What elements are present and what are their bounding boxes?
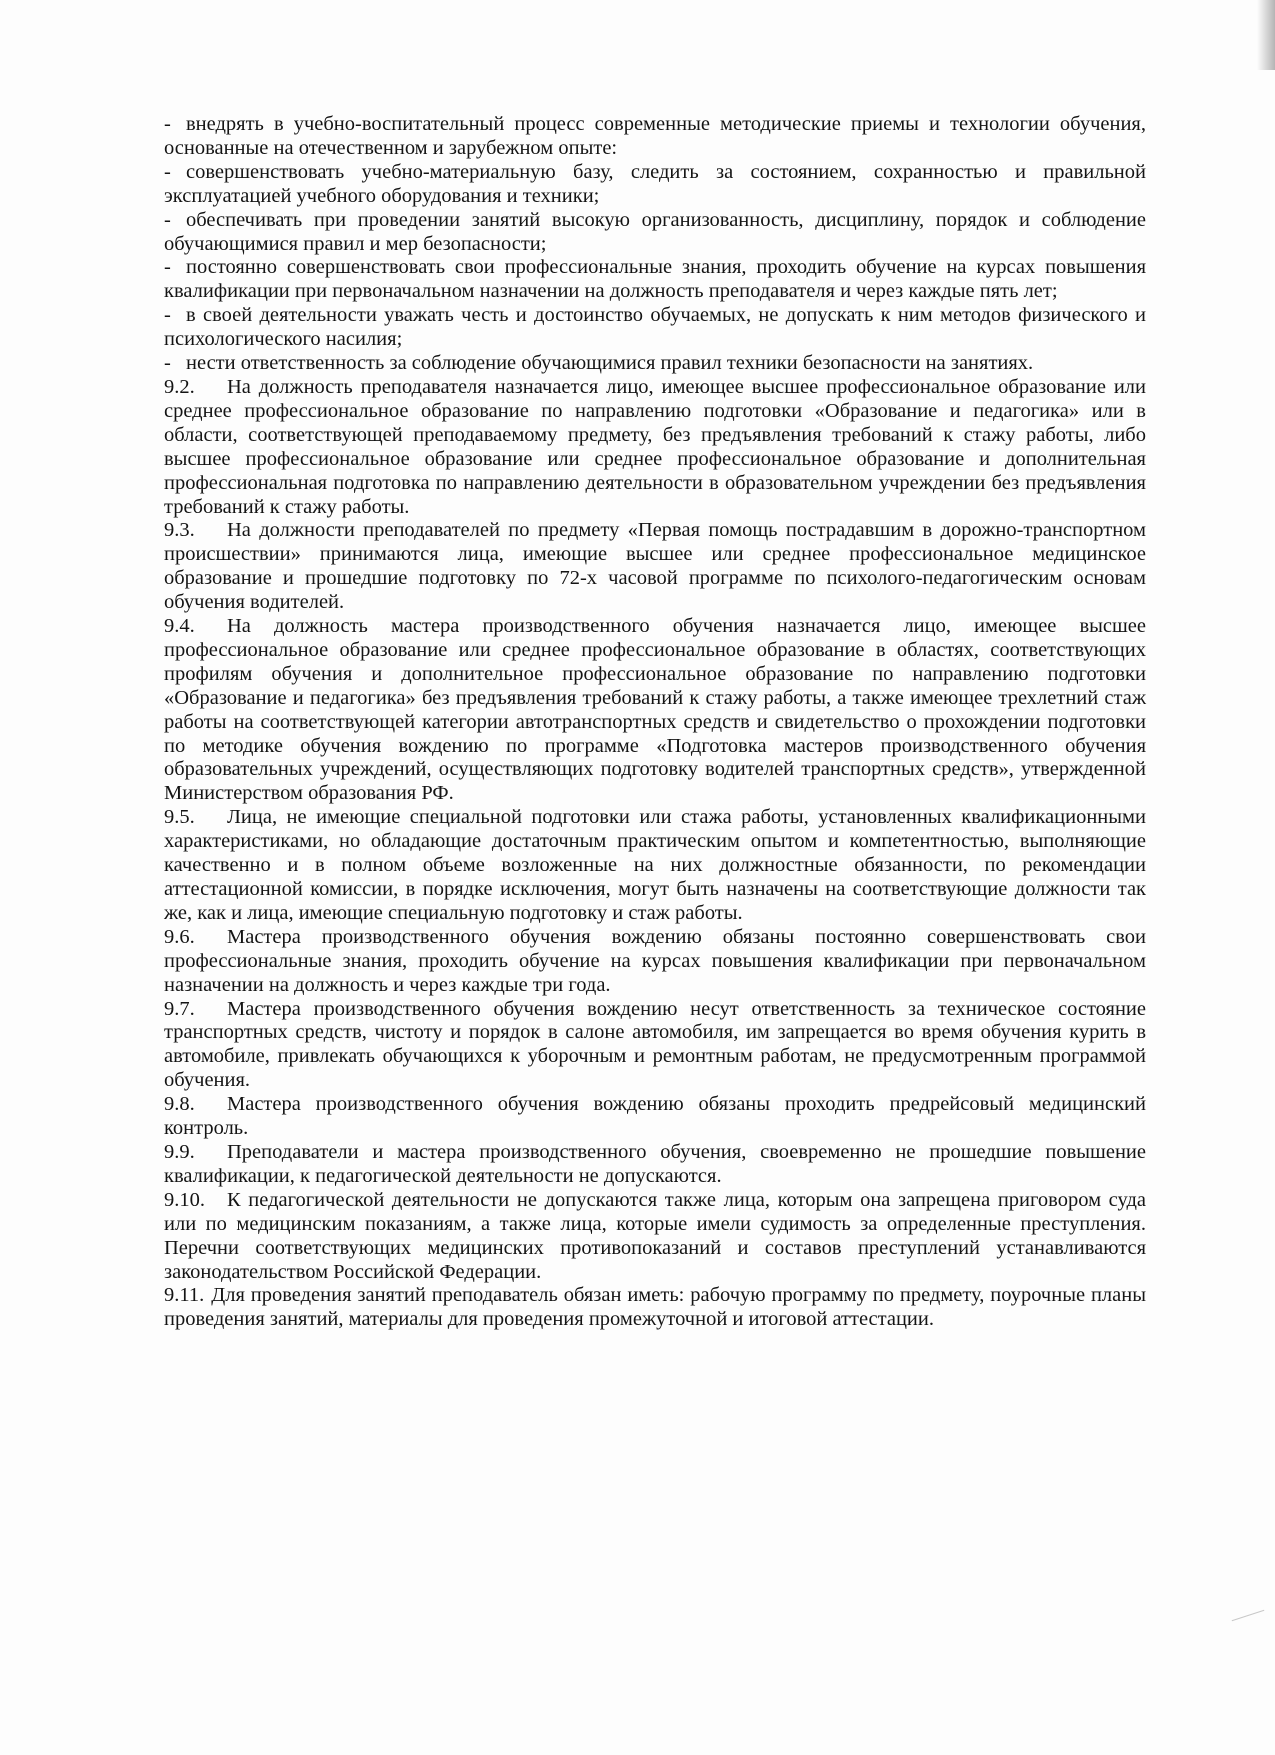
bullet-item bbox=[164, 352, 1146, 376]
bullet-item bbox=[164, 256, 1146, 304]
bullet-dash: - bbox=[164, 113, 171, 135]
document-body bbox=[164, 113, 1146, 1332]
clause-text: Лица, не имеющие специальной подготовки или стажа работы, установленных квалификационными характеристиками, но обладающие достаточным практическим опытом и компетентностью, выполняющие качественно и в полном объеме возложенные на них должностные обязанности, по рекомендации аттестационной комиссии, в порядке исключения, могут быть назначены на соответствующие должности так же, как и лица, имеющие специальную подготовку и стаж работы. bbox=[164, 806, 1146, 924]
clause-text: Мастера производственного обучения вождению несут ответственность за техническое состояние транспортных средств, чистоту и порядок в салоне автомобиля, им запрещается во время обучения курить в автомобиле, привлекать обучающихся к уборочным и ремонтным работам, не предусмотренным программой обучения. bbox=[164, 997, 1146, 1092]
bullet-dash: - bbox=[164, 256, 171, 279]
clause-number: 9.8. bbox=[164, 1093, 195, 1116]
clause-9-11 bbox=[164, 1284, 1146, 1332]
clause-9-5 bbox=[164, 806, 1146, 926]
bullet-item bbox=[164, 304, 1146, 352]
bullet-text: нести ответственность за соблюдение обучающимися правил техники безопасности на занятиях. bbox=[186, 352, 1034, 375]
clause-text: На должность мастера производственного обучения назначается лицо, имеющее высшее профессиональное образование или среднее профессиональное образование в областях, соответствующих профилям обучения и дополнительное профессиональное образование по направлению подготовки «Образование и педагогика» без предъявления требований к стажу работы, а также имеющее трехлетний стаж работы на соответствующей категории автотранспортных средств и свидетельство о прохождении подготовки по методике обучения вождению по программе «Подготовка мастеров производственного обучения образовательных учреждений, осуществляющих подготовку водителей транспортных средств», утвержденной Министерством образования РФ. bbox=[164, 615, 1146, 805]
clause-9-3 bbox=[164, 519, 1146, 615]
bullet-item bbox=[164, 161, 1146, 209]
clause-number: 9.10. bbox=[164, 1188, 205, 1211]
clause-text: На должности преподавателей по предмету «Первая помощь пострадавшим в дорожно-транспортном происшествии» принимаются лица, имеющие высшее или среднее профессиональное медицинское образование и прошедшие подготовку по 72-х часовой программе по психолого-педагогическим основам обучения водителей. bbox=[164, 519, 1146, 614]
clause-number: 9.11. bbox=[164, 1284, 205, 1307]
scan-edge-shadow bbox=[1257, 0, 1275, 70]
bullet-text: совершенствовать учебно-материальную базу, следить за состоянием, сохранностью и правильной эксплуатацией учебного оборудования и техники; bbox=[164, 160, 1146, 207]
clause-text: Мастера производственного обучения вождению обязаны проходить предрейсовый медицинский контроль. bbox=[164, 1093, 1146, 1140]
clause-9-10 bbox=[164, 1189, 1146, 1285]
clause-number: 9.4. bbox=[164, 615, 195, 638]
bullet-text: постоянно совершенствовать свои профессиональные знания, проходить обучение на курсах повышения квалификации при первоначальном назначении на должность преподавателя и через каждые пять лет; bbox=[164, 256, 1146, 303]
clause-number: 9.9. bbox=[164, 1140, 195, 1163]
clause-text: На должность преподавателя назначается лицо, имеющее высшее профессиональное образование или среднее профессиональное образование по направлению подготовки «Образование и педагогика» или в области, соответствующей преподаваемому предмету, без предъявления требований к стажу работы, либо высшее профессиональное образование или среднее профессиональное образование и дополнительная профессиональная подготовка по направлению деятельности в образовательном учреждении без предъявления требований к стажу работы. bbox=[164, 375, 1146, 518]
bullet-item bbox=[164, 113, 1146, 161]
clause-9-7 bbox=[164, 998, 1146, 1094]
clause-9-4 bbox=[164, 615, 1146, 806]
bullet-text: внедрять в учебно-воспитательный процесс современные методические приемы и технологии обучения, основанные на отечественном и зарубежном опыте: bbox=[164, 113, 1146, 159]
clause-number: 9.5. bbox=[164, 806, 195, 829]
clause-text: Преподаватели и мастера производственного обучения, своевременно не прошедшие повышение квалификации, к педагогической деятельности не допускаются. bbox=[164, 1140, 1146, 1187]
clause-number: 9.2. bbox=[164, 375, 195, 398]
clause-9-6 bbox=[164, 926, 1146, 998]
bullet-text: в своей деятельности уважать честь и достоинство обучаемых, не допускать к ним методов физического и психологического насилия; bbox=[164, 304, 1146, 351]
clause-number: 9.6. bbox=[164, 925, 195, 948]
clause-9-8 bbox=[164, 1093, 1146, 1141]
bullet-dash: - bbox=[164, 160, 171, 183]
clause-9-2 bbox=[164, 376, 1146, 519]
clause-text: Мастера производственного обучения вождению обязаны постоянно совершенствовать свои профессиональные знания, проходить обучение на курсах повышения квалификации при первоначальном назначении на должность и через каждые три года. bbox=[164, 925, 1146, 996]
scan-mark bbox=[1232, 1610, 1265, 1621]
bullet-item bbox=[164, 209, 1146, 257]
bullet-text: обеспечивать при проведении занятий высокую организованность, дисциплину, порядок и соблюдение обучающимися правил и мер безопасности; bbox=[164, 208, 1146, 255]
clause-number: 9.7. bbox=[164, 997, 195, 1020]
bullet-dash: - bbox=[164, 304, 171, 327]
clause-text: Для проведения занятий преподаватель обязан иметь: рабочую программу по предмету, поурочные планы проведения занятий, материалы для проведения промежуточной и итоговой аттестации. bbox=[164, 1284, 1146, 1331]
bullet-dash: - bbox=[164, 208, 171, 231]
clause-9-9 bbox=[164, 1141, 1146, 1189]
clause-text: К педагогической деятельности не допускаются также лица, которым она запрещена приговором суда или по медицинским показаниям, а также лица, которые имели судимость за определенные преступления. Перечни соответствующих медицинских противопоказаний и составов преступлений устанавливаются законодательством Российской Федерации. bbox=[164, 1188, 1146, 1283]
bullet-dash: - bbox=[164, 352, 171, 375]
clause-number: 9.3. bbox=[164, 519, 195, 542]
